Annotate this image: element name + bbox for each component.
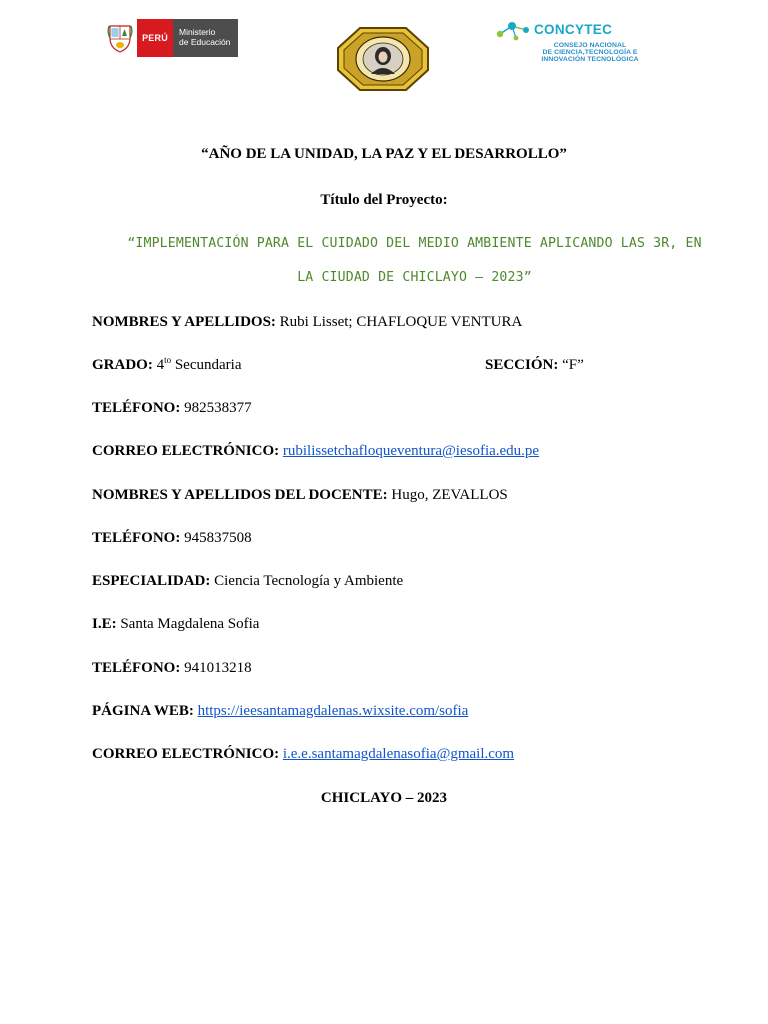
concytec-subtitle-line3: INNOVACIÓN TECNOLÓGICA: [541, 56, 639, 63]
teacher-phone-row: [92, 530, 252, 547]
concytec-subtitle-line1: CONSEJO NACIONAL: [553, 42, 627, 49]
student-phone-label: TELÉFONO:: [92, 400, 181, 416]
specialty-label: ESPECIALIDAD:: [92, 573, 211, 589]
website-link[interactable]: https://ieesantamagdalenas.wixsite.com/sofia: [197, 703, 469, 719]
concytec-subtitle: [500, 42, 680, 63]
school-email-link[interactable]: i.e.e.santamagdalenasofia@gmail.com: [282, 746, 515, 762]
student-name-value: Rubi Lisset; CHAFLOQUE VENTURA: [275, 314, 523, 330]
website-row: [92, 703, 468, 720]
concytec-logo: [490, 18, 682, 64]
school-email-row: [92, 746, 514, 763]
school-phone-label: TELÉFONO:: [92, 660, 181, 676]
peru-coat-of-arms-icon: [103, 19, 137, 57]
student-phone-value: 982538377: [180, 400, 252, 416]
school-phone-value: 941013218: [180, 660, 252, 676]
website-label: PÁGINA WEB:: [92, 703, 194, 719]
concytec-network-icon: [494, 20, 534, 42]
specialty-row: [92, 573, 403, 590]
student-email-row: [92, 443, 539, 460]
concytec-subtitle-line2: DE CIENCIA,TECNOLOGÍA E: [542, 49, 638, 56]
school-label: I.E:: [92, 616, 117, 632]
school-value: Santa Magdalena Sofia: [116, 616, 260, 632]
grade-label: GRADO:: [92, 357, 153, 373]
project-title-label: Título del Proyecto:: [320, 192, 448, 208]
section-label: SECCIÓN:: [485, 357, 559, 373]
section-row: [485, 357, 584, 374]
project-title-line1: “IMPLEMENTACIÓN PARA EL CUIDADO DEL MEDIO AMBIENTE APLICANDO LAS 3R, EN: [127, 236, 702, 251]
grade-level: Secundaria: [171, 357, 242, 373]
teacher-name-value: Hugo, ZEVALLOS: [387, 487, 508, 503]
minedu-ministry-line2: de Educación: [179, 37, 231, 47]
grade-suffix: to: [164, 355, 172, 365]
grade-number: 4: [152, 357, 165, 373]
minedu-country-label: PERÚ: [137, 19, 173, 57]
school-email-label: CORREO ELECTRÓNICO:: [92, 746, 280, 762]
section-value: “F”: [558, 357, 584, 373]
student-email-label: CORREO ELECTRÓNICO:: [92, 443, 280, 459]
school-row: [92, 616, 259, 633]
minedu-ministry-label: [173, 19, 238, 57]
specialty-value: Ciencia Tecnología y Ambiente: [210, 573, 404, 589]
student-name-label: NOMBRES Y APELLIDOS:: [92, 314, 276, 330]
teacher-name-row: [92, 487, 508, 504]
minedu-ministry-line1: Ministerio: [179, 27, 216, 37]
grade-row: [92, 357, 241, 374]
concytec-name: CONCYTEC: [534, 22, 613, 37]
student-phone-row: [92, 400, 252, 417]
teacher-phone-label: TELÉFONO:: [92, 530, 181, 546]
student-name-row: [92, 314, 522, 331]
year-motto: “AÑO DE LA UNIDAD, LA PAZ Y EL DESARROLLO”: [201, 146, 567, 162]
school-seal-logo: [336, 26, 430, 92]
school-phone-row: [92, 660, 252, 677]
teacher-phone-value: 945837508: [180, 530, 252, 546]
student-email-link[interactable]: rubilissetchafloqueventura@iesofia.edu.pe: [282, 443, 540, 459]
project-title-line2: LA CIUDAD DE CHICLAYO – 2023”: [297, 270, 532, 285]
minedu-logo: [103, 19, 238, 57]
footer-city-year: CHICLAYO – 2023: [320, 790, 448, 806]
teacher-name-label: NOMBRES Y APELLIDOS DEL DOCENTE:: [92, 487, 388, 503]
